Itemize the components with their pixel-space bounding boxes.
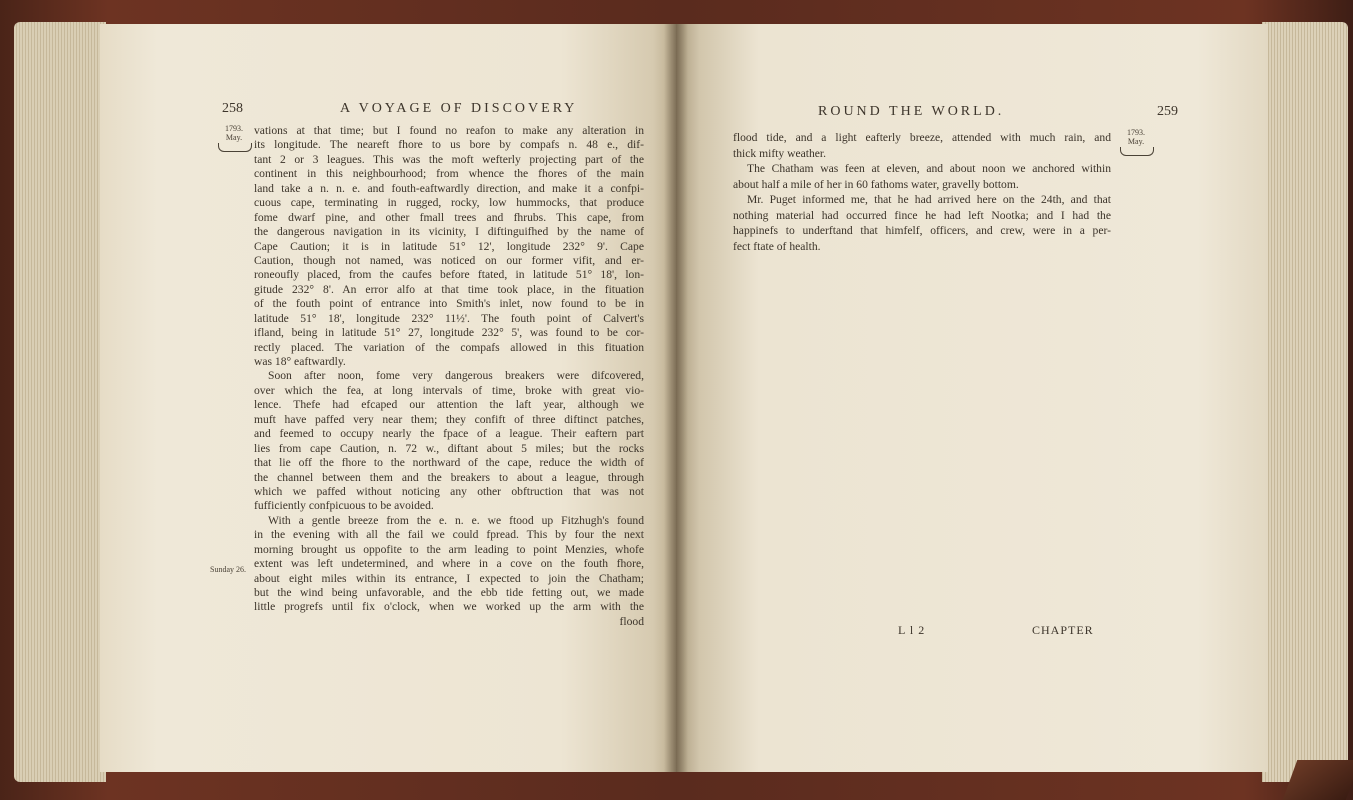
text-line: muft have paffed very near them; they confift of three diftinct patches, (254, 412, 644, 426)
right-margin-month: May. (1127, 137, 1145, 146)
text-line: little progrefs until fix o'clock, when we worked up the arm with the (254, 600, 644, 614)
left-page-number: 258 (222, 101, 243, 116)
right-margin-year: 1793. (1127, 128, 1145, 137)
text-line: rectly placed. The variation of the compafs allowed in this fituation (254, 340, 644, 354)
left-margin-brace (218, 143, 252, 152)
text-line: and feemed to occupy nearly the fpace of a league. Their eaftern part (254, 427, 644, 441)
text-line: fome dwarf pine, and other fmall trees and fhrubs. This cape, from (254, 210, 644, 224)
text-line: fufficiently confpicuous to be avoided. (254, 499, 434, 513)
text-line: latitude 51° 18', longitude 232° 11½'. The fouth point of Calvert's (254, 311, 644, 325)
left-margin-note-sunday: Sunday 26. (210, 565, 246, 574)
text-line: which we paffed without noticing any other obftruction that was not (254, 484, 644, 498)
text-line: cuous cape, terminating in rugged, rocky, low hummocks, that produce (254, 196, 644, 210)
signature-mark: L l 2 (898, 623, 926, 637)
text-line: over which the fea, at long intervals of time, broke with great vio- (254, 383, 644, 397)
text-line: land take a n. n. e. and fouth-eaftwardly direction, and make it a confpi- (254, 181, 644, 195)
text-line: flood tide, and a light eafterly breeze, attended with much rain, and (733, 131, 1111, 144)
right-margin-date (1120, 128, 1152, 146)
text-line: happinefs to underftand that himfelf, officers, and crew, were in a per- (733, 224, 1111, 237)
text-line: flood (619, 614, 644, 628)
text-line: nothing material had occurred fince he had left Nootka; and I had the (733, 208, 1111, 222)
text-line: that lie off the fhore to the northward of the cape, reduce the width of (254, 456, 644, 470)
text-line: Mr. Puget informed me, that he had arrived here on the 24th, and that (747, 193, 1111, 206)
right-page-edges (1262, 22, 1348, 782)
text-line: The Chatham was feen at eleven, and about noon we anchored within (747, 162, 1111, 175)
left-running-head: A VOYAGE OF DISCOVERY (340, 101, 578, 116)
text-line: the channel between them and the breakers to about a league, through (254, 470, 644, 484)
text-line: lies from cape Caution, n. 72 w., diftant about 5 miles; but the rocks (254, 441, 644, 455)
text-line: thick mifty weather. (733, 146, 827, 160)
left-margin-date (218, 124, 250, 142)
text-line: its longitude. The neareft fhore to us bore by compafs n. 48 e., dif- (254, 138, 644, 152)
text-line: roneoufly placed, from the caufes before ftated, in latitude 51° 18', lon- (254, 268, 644, 282)
text-line: Cape Caution; it is in latitude 51° 12', longitude 232° 9'. Cape (254, 239, 644, 253)
text-line: gitude 232° 8'. An error alfo at that time took place, in the fituation (254, 282, 644, 296)
right-running-head: ROUND THE WORLD. (818, 104, 1005, 119)
text-line: Caution, though not named, was noticed on our former vifit, and er- (254, 253, 644, 267)
text-line: about half a mile of her in 60 fathoms water, gravelly bottom. (733, 177, 1019, 191)
right-page-number: 259 (1157, 104, 1178, 119)
text-line: fect ftate of health. (733, 239, 821, 253)
text-line: vations at that time; but I found no reafon to make any alteration in (254, 124, 644, 137)
left-page-edges (14, 22, 106, 782)
text-line: lence. Thefe had efcaped our attention the laft year, although we (254, 398, 644, 412)
text-line: With a gentle breeze from the e. n. e. we ftood up Fitzhugh's found (268, 513, 644, 527)
right-margin-brace (1120, 147, 1154, 156)
text-line: morning brought us oppofite to the arm leading to point Menzies, whofe (254, 542, 644, 556)
text-line: ifland, being in latitude 51° 27, longitude 232° 5', was found to be cor- (254, 326, 644, 340)
text-line: was 18° eaftwardly. (254, 355, 346, 368)
right-page-text (733, 130, 1111, 254)
text-line: but the wind being unfavorable, and the ebb tide fetting out, we made (254, 586, 644, 599)
text-line: Soon after noon, fome very dangerous breakers were difcovered, (268, 369, 644, 383)
text-line: extent was left undetermined, and where in a cove on the fouth fhore, (254, 557, 644, 571)
text-line: of the fouth point of entrance into Smith's inlet, now found to be in (254, 297, 644, 311)
text-line: tant 2 or 3 leagues. This was the moft wefterly projecting part of the (254, 152, 644, 166)
left-margin-month: May. (225, 133, 243, 142)
text-line: the dangerous navigation in its vicinity, I diftinguifhed by the name of (254, 225, 644, 239)
text-line: in the evening with all the fail we could fpread. This by four the next (254, 528, 644, 542)
catchword: CHAPTER (1032, 623, 1094, 637)
left-margin-year: 1793. (225, 124, 243, 133)
book-gutter (664, 24, 688, 772)
text-line: about eight miles within its entrance, I expected to join the Chatham; (254, 571, 644, 585)
text-line: continent in this neighbourhood; from whence the fhores of the main (254, 167, 644, 181)
left-page-text (254, 124, 644, 629)
